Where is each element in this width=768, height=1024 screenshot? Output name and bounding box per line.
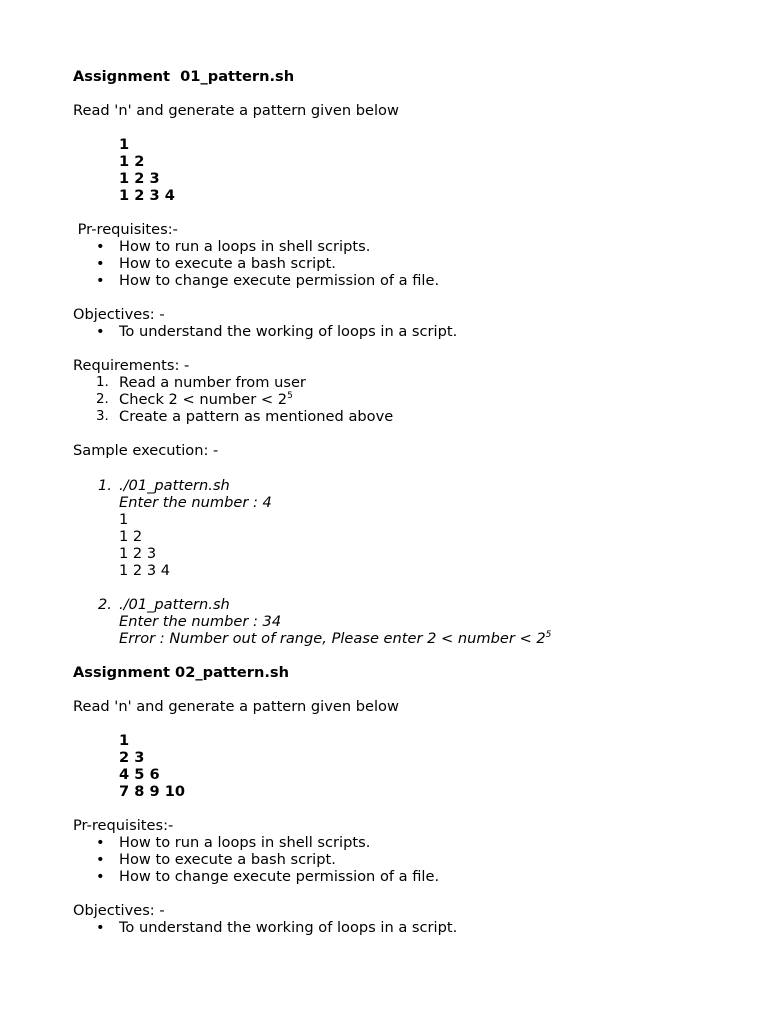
sample-error: [119, 630, 551, 647]
sample-prompt: Enter the number : 4: [119, 494, 272, 511]
bullet-icon: •: [96, 255, 105, 272]
sample-output-line: 1 2 3: [119, 545, 157, 562]
list-item: To understand the working of loops in a script.: [119, 323, 458, 340]
sample-error-text: Error : Number out of range, Please enter 2 < number < 2: [119, 630, 546, 647]
pattern-line: 1 2: [119, 153, 145, 170]
bullet-icon: •: [96, 834, 105, 851]
assignment-2-title: Assignment 02_pattern.sh: [73, 664, 290, 681]
sample-prompt: Enter the number : 34: [119, 613, 282, 630]
list-item: How to execute a bash script.: [119, 851, 336, 868]
requirements-heading: Requirements: -: [73, 357, 190, 374]
superscript: 5: [287, 391, 293, 401]
bullet-icon: •: [96, 323, 105, 340]
list-number: 1.: [98, 477, 112, 494]
pattern-line: 4 5 6: [119, 766, 160, 783]
pattern-line: 1: [119, 732, 130, 749]
sample-output-line: 1 2: [119, 528, 143, 545]
list-item: How to change execute permission of a file.: [119, 272, 440, 289]
pattern-line: 7 8 9 10: [119, 783, 186, 800]
list-item: How to execute a bash script.: [119, 255, 336, 272]
sample-output-line: 1: [119, 511, 129, 528]
prerequisites-heading: Pr-requisites:-: [73, 817, 174, 834]
list-number: 2.: [98, 596, 112, 613]
list-item: [119, 391, 293, 408]
pattern-line: 2 3: [119, 749, 145, 766]
superscript: 5: [545, 630, 552, 640]
bullet-icon: •: [96, 238, 105, 255]
prerequisites-heading: Pr-requisites:-: [73, 221, 178, 238]
bullet-icon: •: [96, 919, 105, 936]
list-number: 1.: [96, 375, 109, 390]
list-item: To understand the working of loops in a script.: [119, 919, 458, 936]
pattern-line: 1 2 3 4: [119, 187, 175, 204]
bullet-icon: •: [96, 272, 105, 289]
bullet-icon: •: [96, 868, 105, 885]
pattern-line: 1: [119, 136, 130, 153]
sample-command: ./01_pattern.sh: [119, 477, 230, 494]
assignment-1-intro: Read 'n' and generate a pattern given below: [73, 102, 399, 119]
assignment-2-intro: Read 'n' and generate a pattern given below: [73, 698, 399, 715]
list-item-text: Check 2 < number < 2: [119, 391, 288, 408]
list-number: 3.: [96, 409, 109, 424]
list-item: How to run a loops in shell scripts.: [119, 834, 371, 851]
list-item: How to change execute permission of a file.: [119, 868, 440, 885]
sample-execution-heading: Sample execution: -: [73, 442, 219, 459]
sample-output-line: 1 2 3 4: [119, 562, 171, 579]
sample-command: ./01_pattern.sh: [119, 596, 230, 613]
list-number: 2.: [96, 392, 109, 407]
assignment-1-title: Assignment 01_pattern.sh: [73, 68, 295, 85]
objectives-heading: Objectives: -: [73, 306, 165, 323]
list-item: How to run a loops in shell scripts.: [119, 238, 371, 255]
objectives-heading: Objectives: -: [73, 902, 165, 919]
list-item: Read a number from user: [119, 374, 306, 391]
bullet-icon: •: [96, 851, 105, 868]
list-item: Create a pattern as mentioned above: [119, 408, 394, 425]
pattern-line: 1 2 3: [119, 170, 160, 187]
